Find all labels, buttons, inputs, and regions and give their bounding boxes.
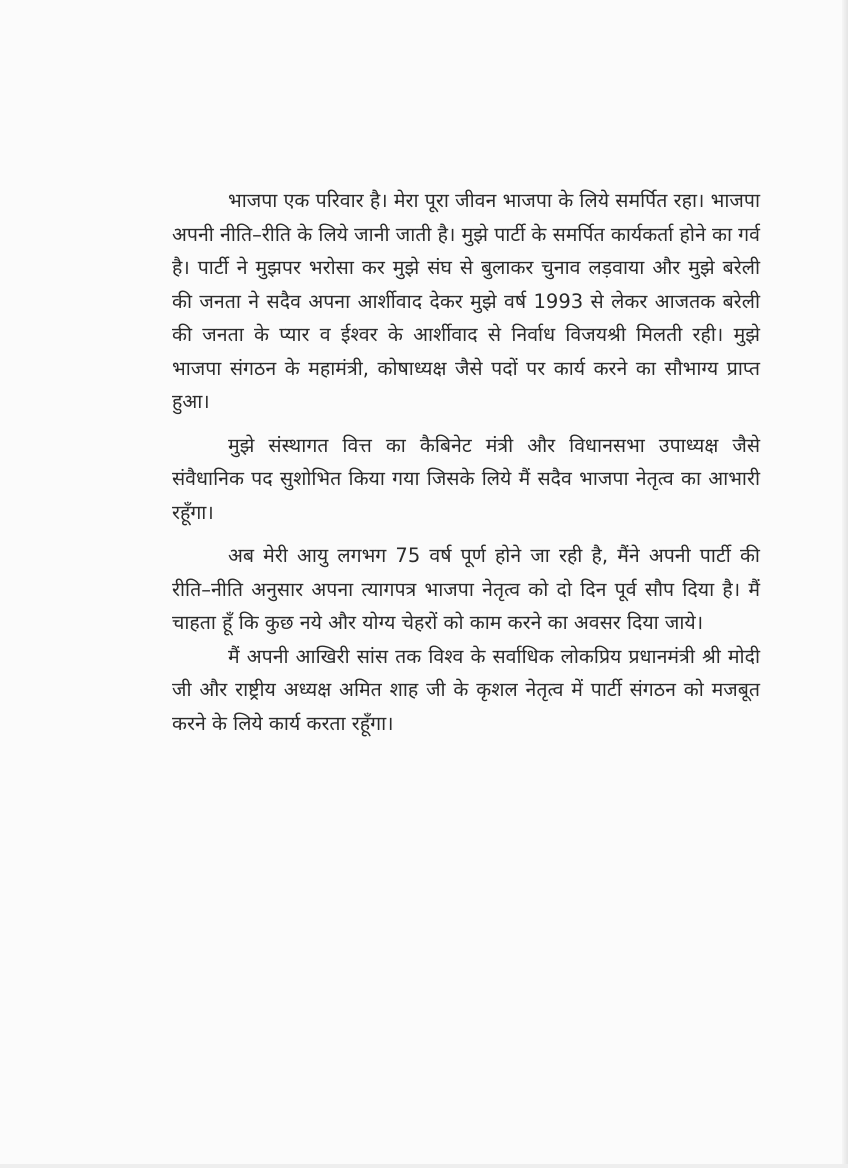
letter-paragraph-3: अब मेरी आयु लगभग 75 वर्ष पूर्ण होने जा रही है, मैंने अपनी पार्टी की रीति–नीति अनुसार अपना त्यागपत्र भाजपा नेतृत्व को दो दिन पूर्व सौप दिया है। मैं चाहता हूँ कि कुछ नये और योग्य चेहरों को काम करने का अवसर दिया जाये। bbox=[172, 544, 760, 634]
letter-paragraph-4: मैं अपनी आखिरी सांस तक विश्व के सर्वाधिक लोकप्रिय प्रधानमंत्री श्री मोदी जी और राष्ट्रीय अध्यक्ष अमित शाह जी के कृशल नेतृत्व में पार्टी संगठन को मजबूत करने के लिये कार्य करता रहूँगा। bbox=[172, 644, 760, 735]
letter-paragraph-2: मुझे संस्थागत वित्त का कैबिनेट मंत्री और विधानसभा उपाध्यक्ष जैसे संवैधानिक पद सुशोभित किया गया जिसके लिये मैं सदैव भाजपा नेतृत्व का आभारी रहूँगा। bbox=[172, 433, 760, 524]
letter-paragraph-1: भाजपा एक परिवार है। मेरा पूरा जीवन भाजपा के लिये समर्पित रहा। भाजपा अपनी नीति–रीति के लिये जानी जाती है। मुझे पार्टी के समर्पित कार्यकर्ता होने का गर्व है। पार्टी ने मुझपर भरोसा कर मुझे संघ से बुलाकर चुनाव लड़वाया और मुझे बरेली की जनता ने सदैव अपना आर्शीवाद देकर मुझे वर्ष 1993 से लेकर आजतक बरेली की जनता के प्यार व ईश्वर के आर्शीवाद से निर्वाध विजयश्री मिलती रही। मुझे भाजपा संगठन के महामंत्री, कोषाध्यक्ष जैसे पदों पर कार्य करने का सौभाग्य प्राप्त हुआ। bbox=[172, 189, 761, 413]
scan-edge-bottom bbox=[0, 1164, 848, 1168]
scan-edge-right bbox=[842, 0, 848, 1168]
letter-body bbox=[172, 184, 760, 750]
